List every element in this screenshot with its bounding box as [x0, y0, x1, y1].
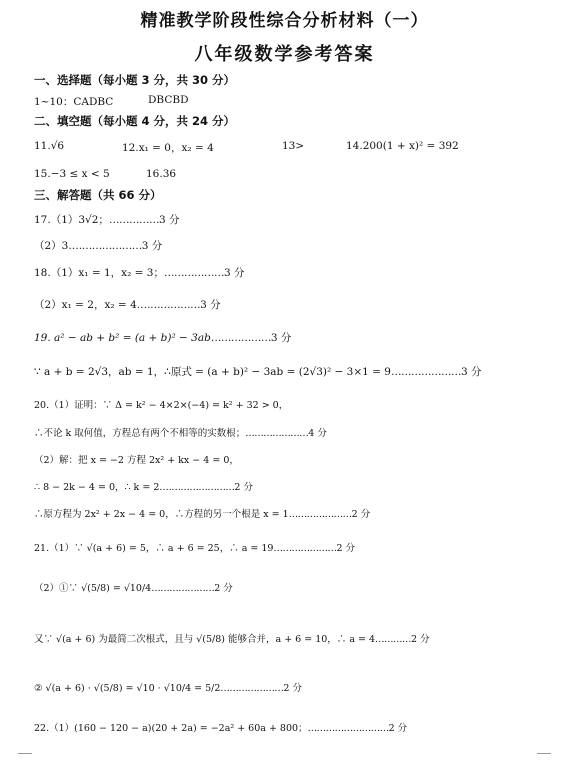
score-label: 3 分 [141, 240, 163, 252]
document-title: 精准教学阶段性综合分析材料（一） [140, 11, 429, 31]
answer-21-part1-text: 21.（1）∵ √(a + 6) = 5，∴ a + 6 = 25，∴ a = 19 [34, 543, 274, 554]
score-label: 4 分 [308, 428, 327, 439]
answer-20-line1: 20.（1）证明：∵ Δ = k² − 4×2×(−4) = k² + 32 > 0， [34, 400, 289, 411]
fill-answer-15: 15.−3 ≤ x < 5 [34, 168, 110, 180]
score-label: 2 分 [214, 583, 233, 594]
answer-18-part2 [34, 297, 221, 312]
choice-answers-6-10: DBCBD [148, 94, 189, 106]
answer-18-part1 [34, 265, 244, 280]
dot-leader: ………………… [220, 683, 284, 694]
answer-17-part1 [34, 212, 179, 227]
score-label: 2 分 [351, 509, 371, 520]
answer-21-line4 [34, 680, 302, 694]
answer-20-line2-text: ∴不论 k 取何值，方程总有两个不相等的实数根； [34, 428, 246, 439]
fill-answer-11: 11.√6 [34, 140, 65, 152]
fill-answer-13: 13> [282, 140, 305, 152]
dot-leader: …………… [108, 214, 159, 226]
document-subtitle: 八年级数学参考答案 [194, 44, 375, 65]
score-label: 3 分 [270, 332, 292, 344]
answer-21-part2-text: （2）①∵ √(5/8) = √10/4 [34, 583, 152, 594]
dot-leader: ………………… [273, 543, 337, 554]
answer-20-line4 [34, 479, 253, 493]
crop-mark [18, 753, 32, 768]
section-heading-solutions: 三、解答题（共 66 分） [34, 188, 162, 202]
fill-answer-16: 16.36 [146, 168, 177, 180]
dot-leader: ………………… [71, 240, 142, 252]
score-label: 2 分 [234, 482, 253, 493]
answer-21-line3-text: 又∵ √(a + 6) 为最简二次根式，且与 √(5/8) 能够合并，a + 6 = 10，∴ a = 4 [34, 634, 376, 645]
answer-22-part1 [34, 720, 407, 734]
dot-leader: …………………… [162, 482, 235, 493]
dot-leader: ………… [375, 634, 412, 645]
dot-leader: ……………… [163, 267, 224, 279]
answer-21-line3 [34, 631, 430, 645]
answer-20-line5 [34, 506, 370, 520]
dot-leader: ………………… [245, 428, 309, 439]
score-label: 3 分 [223, 267, 245, 279]
answer-18-part1-text: 18.（1）x₁ = 1，x₂ = 3； [34, 267, 164, 279]
answer-17-part2-text: （2）3. [34, 240, 72, 252]
score-label: 2 分 [336, 543, 356, 554]
answer-20-line4-text: ∴ 8 − 2k − 4 = 0，∴ k = 2. [34, 482, 163, 493]
score-label: 2 分 [411, 634, 430, 645]
dot-leader: ………………… [288, 509, 352, 520]
answer-20-line5-text: ∴原方程为 2x² + 2x − 4 = 0，∴方程的另一个根是 x = 1 [34, 509, 289, 520]
section-heading-fill: 二、填空题（每小题 4 分，共 24 分） [34, 114, 236, 128]
score-label: 2 分 [388, 723, 408, 734]
answer-21-part2 [34, 580, 233, 594]
answer-17-part1-text: 17.（1）3√2； [34, 214, 109, 226]
dot-leader: ………………… [391, 366, 461, 378]
answer-18-part2-text: （2）x₁ = 2，x₂ = 4. [34, 299, 141, 311]
dot-leader: ………………… [151, 583, 215, 594]
answer-19-line2-text: ∵ a + b = 2√3，ab = 1，∴原式 = (a + b)² − 3ab = (2√3)² − 3×1 = 9 [34, 366, 391, 378]
score-label: 3 分 [200, 299, 221, 311]
answer-20-line2 [34, 425, 327, 439]
fill-answer-12: 12.x₁ = 0，x₂ = 4 [122, 142, 214, 154]
dot-leader: ……………… [210, 332, 271, 344]
score-label: 3 分 [461, 366, 482, 378]
answer-17-part2 [34, 238, 162, 253]
answer-22-part1-text: 22.（1）(160 − 120 − a)(20 + 2a) = −2a² + 60a + 800； [34, 723, 308, 734]
choice-answers-1-5: 1~10：CADBC [34, 96, 114, 108]
crop-mark [537, 753, 551, 768]
section-heading-choice: 一、选择题（每小题 3 分，共 30 分） [34, 73, 236, 87]
answer-19-line1 [34, 330, 291, 345]
answer-19-line1-text: 19. a² − ab + b² = (a + b)² − 3ab [34, 332, 211, 344]
fill-answer-14: 14.200(1 + x)² = 392 [346, 140, 459, 152]
answer-20-line3: （2）解：把 x = −2 方程 2x² + kx − 4 = 0， [34, 455, 239, 466]
score-label: 2 分 [283, 683, 302, 694]
answer-21-part1 [34, 540, 355, 554]
score-label: 3 分 [158, 214, 180, 226]
dot-leader: ……………………… [307, 723, 389, 734]
answer-21-line4-text: ② √(a + 6) · √(5/8) = √10 · √10/4 = 5/2 [34, 683, 221, 694]
dot-leader: ……………… [140, 299, 201, 311]
answer-19-line2 [34, 364, 482, 379]
